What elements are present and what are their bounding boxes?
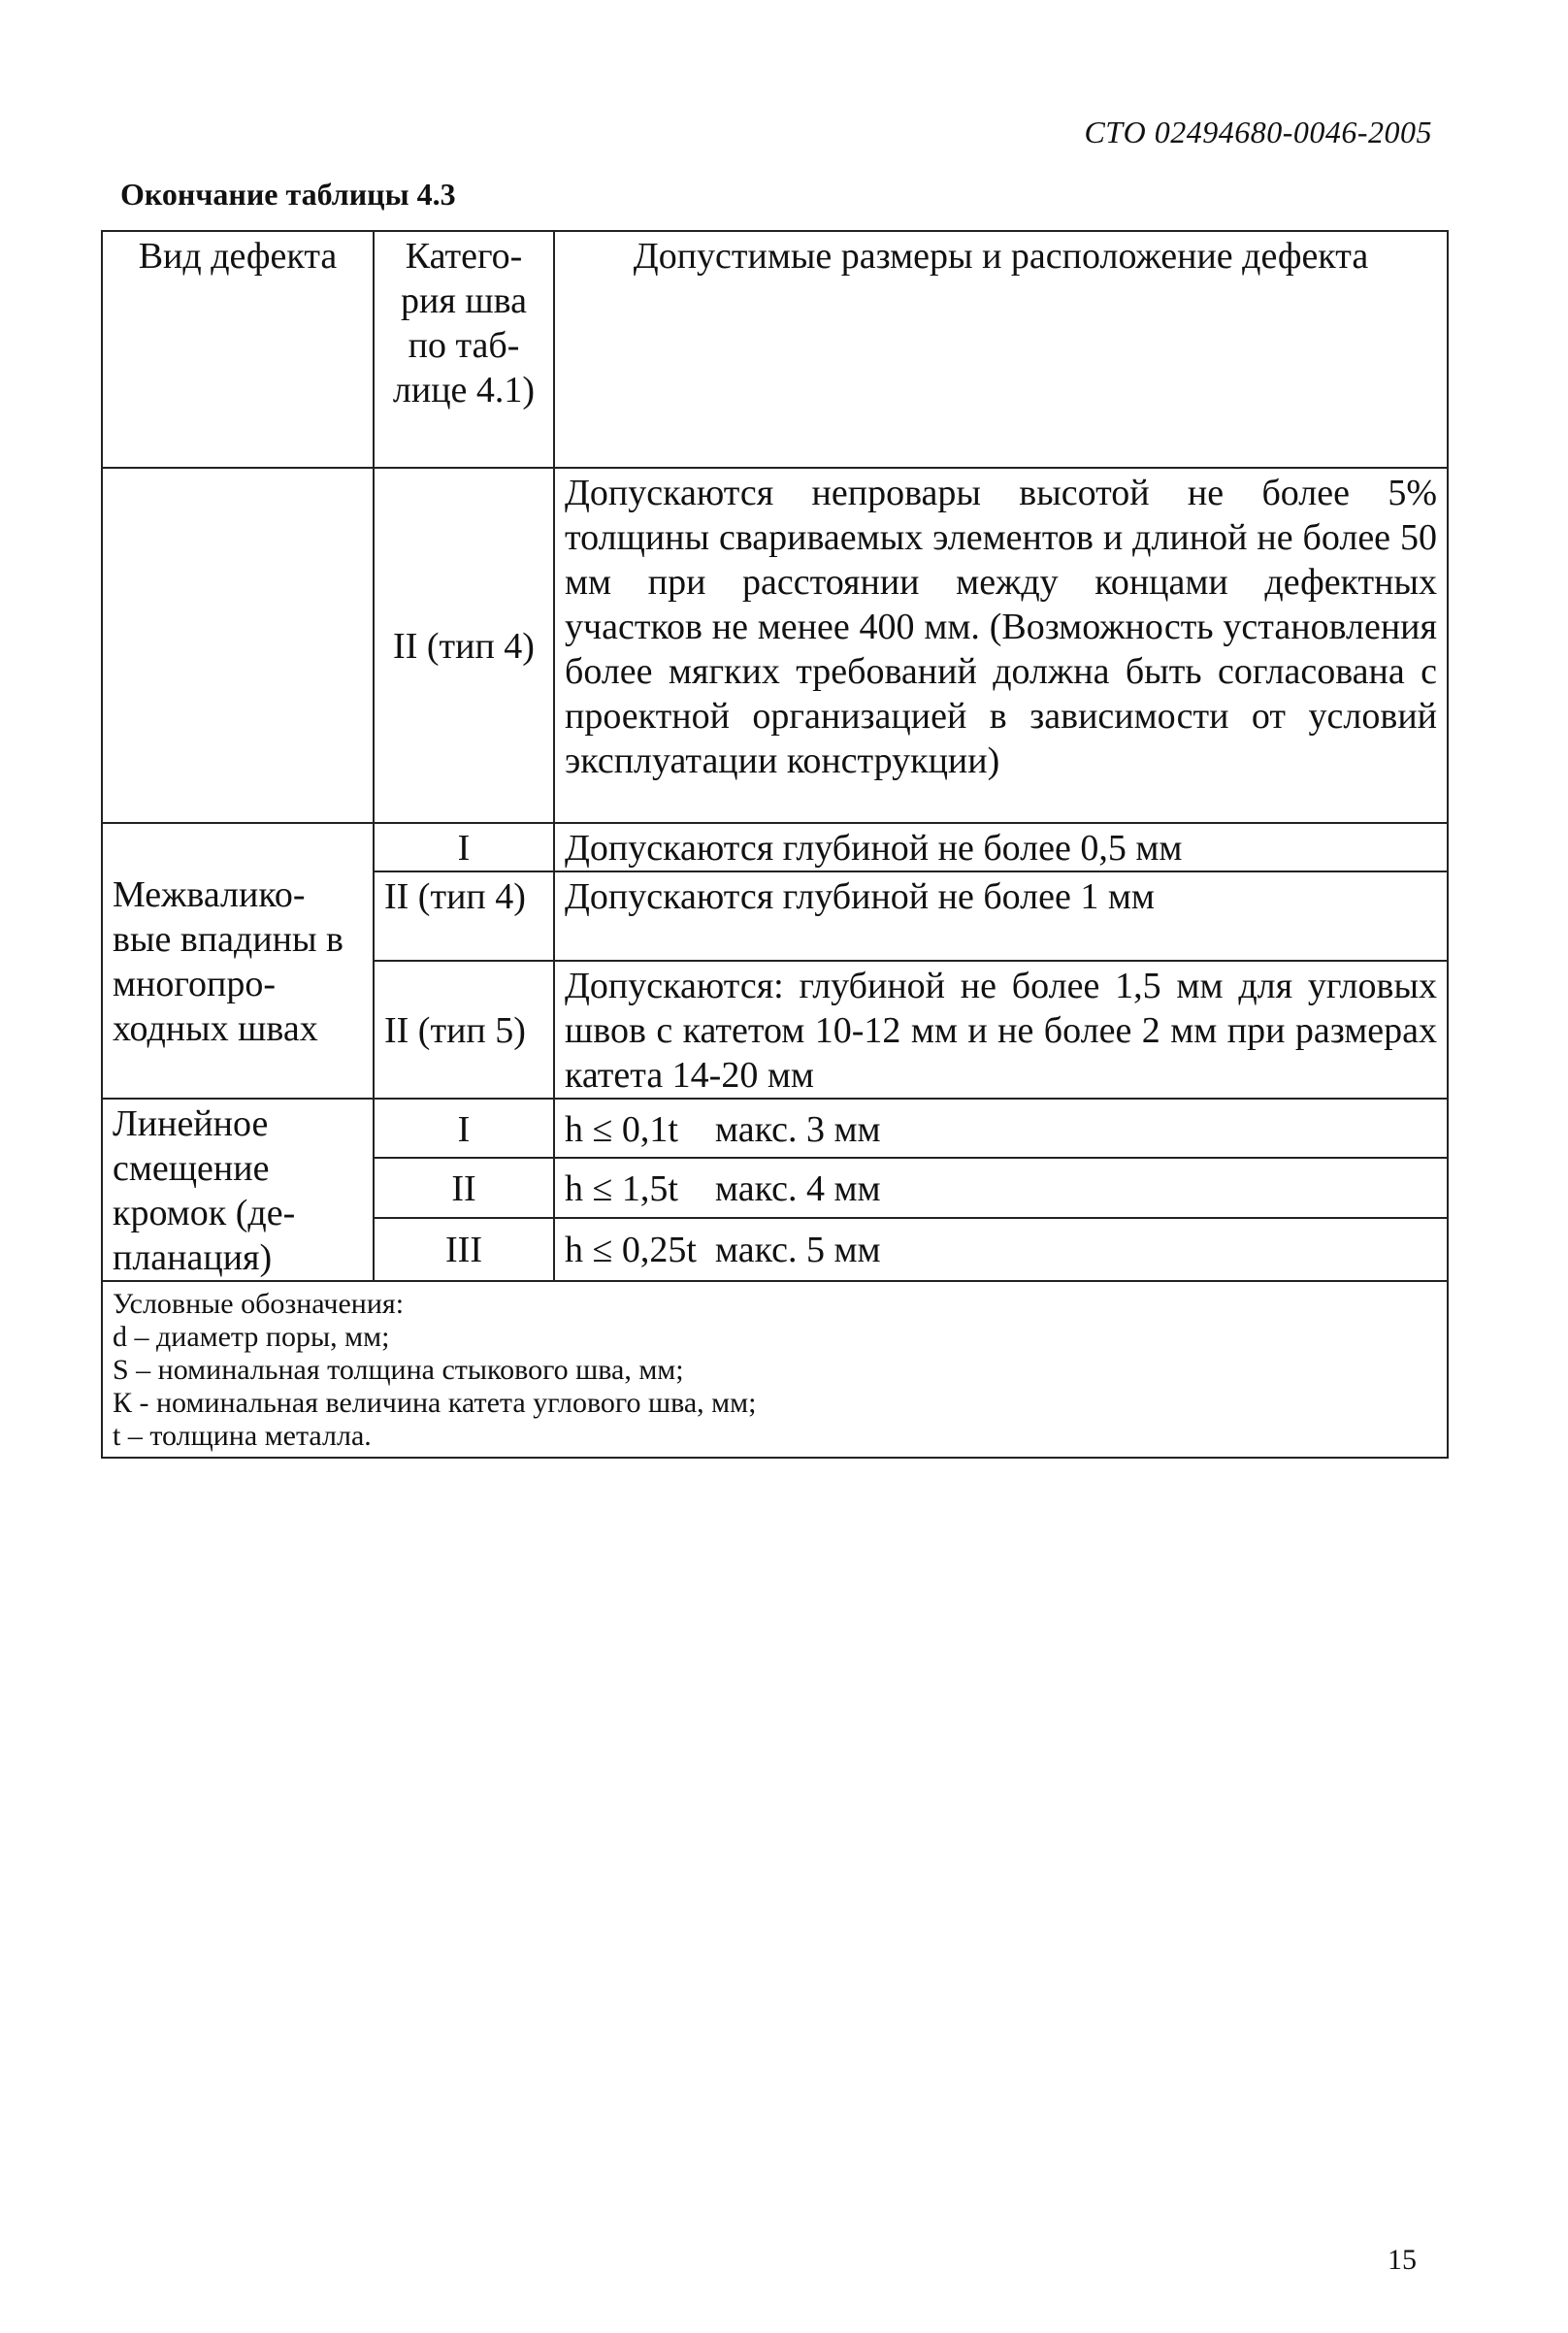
legend-line-t: t – толщина металла. (113, 1420, 372, 1452)
max-text: макс. 5 мм (714, 1230, 881, 1271)
category-cell: I (374, 1099, 554, 1158)
defect-cell-interbead: Межвалико-вые впадины в многопро-ходных швах (102, 823, 374, 1099)
allowed-cell: Допускаются: глубиной не более 1,5 мм для угловых швов с катетом 10-12 мм и не более 2 мм при размерах катета 14-20 мм (554, 961, 1448, 1099)
max-text: макс. 4 мм (714, 1167, 881, 1209)
category-cell: II (тип 4) (374, 468, 554, 823)
defect-cell-misalignment: Линейное смещение кромок (де-планация) (102, 1099, 374, 1281)
category-cell: III (374, 1218, 554, 1281)
document-code: СТО 02494680-0046-2005 (1084, 115, 1432, 149)
legend-title: Условные обозначения: (113, 1288, 405, 1320)
table-caption: Окончание таблицы 4.3 (120, 177, 456, 212)
category-cell: II (тип 4) (374, 871, 554, 961)
header-seam-category-label: Катего-рия шва по таб-лице 4.1) (392, 236, 536, 411)
formula-text: h ≤ 0,1t (565, 1108, 678, 1150)
legend-row (102, 1281, 1448, 1458)
table-row (102, 468, 1448, 823)
legend-line-s: S – номинальная толщина стыкового шва, мм; (113, 1354, 684, 1386)
legend-line-d: d – диаметр поры, мм; (113, 1321, 390, 1353)
allowed-cell: Допускаются глубиной не более 0,5 мм (554, 823, 1448, 871)
header-allowed-label: Допустимые размеры и расположение дефекта (633, 236, 1369, 277)
header-defect-type (102, 231, 374, 468)
category-cell: II (тип 5) (374, 961, 554, 1099)
max-text: макс. 3 мм (714, 1108, 881, 1150)
defect-cell-empty (102, 468, 374, 823)
formula-text: h ≤ 1,5t (565, 1167, 678, 1209)
legend-line-k: К - номинальная величина катета углового шва, мм; (113, 1387, 757, 1419)
formula-text: h ≤ 0,25t (565, 1230, 697, 1271)
page-number: 15 (1388, 2244, 1417, 2276)
defects-table (101, 230, 1449, 1459)
allowed-cell: Допускаются глубиной не более 1 мм (554, 871, 1448, 961)
allowed-cell (554, 1099, 1448, 1158)
allowed-cell: Допускаются непровары высотой не более 5% толщины свариваемых элементов и длиной не более 50 мм при расстоянии между концами дефектных участков не менее 400 мм. (Возможность установления более мягких требований должна быть согласована с проектной организацией в зависимости от условий эксплуатации конструкции) (554, 468, 1448, 823)
header-defect-type-label: Вид дефекта (138, 236, 338, 277)
table-header-row (102, 231, 1448, 468)
category-cell: I (374, 823, 554, 871)
header-allowed (554, 231, 1448, 468)
allowed-cell (554, 1218, 1448, 1281)
allowed-cell (554, 1158, 1448, 1217)
table-row (102, 823, 1448, 871)
category-cell: II (374, 1158, 554, 1217)
table-row (102, 1099, 1448, 1158)
legend-cell (102, 1281, 1448, 1458)
header-seam-category (374, 231, 554, 468)
